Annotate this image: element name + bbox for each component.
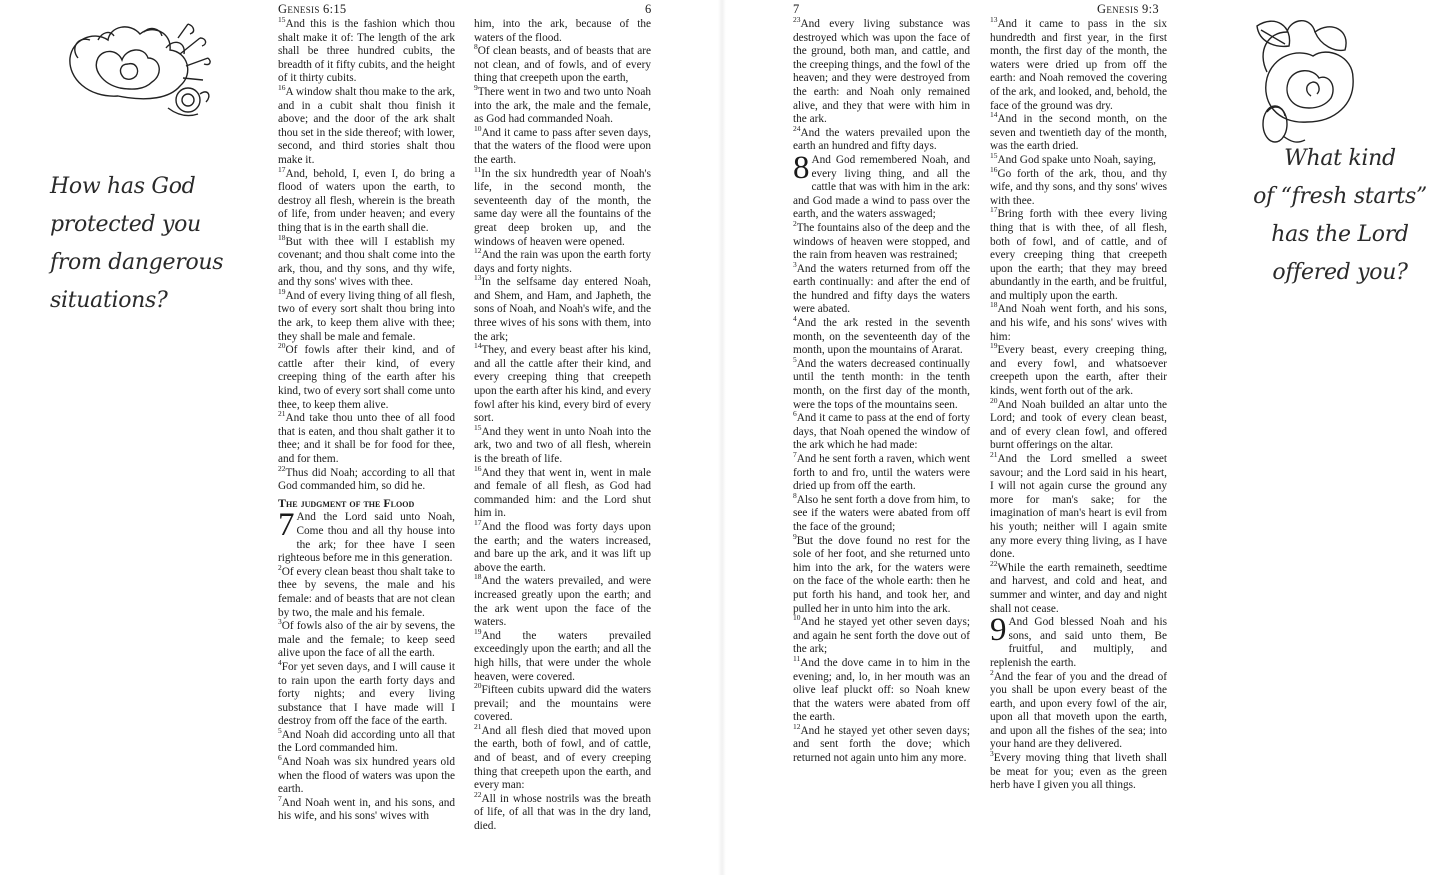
text-column-1 — [278, 15, 455, 824]
verse — [990, 164, 1167, 209]
verse — [278, 726, 455, 756]
verse — [990, 110, 1167, 154]
verse-number: 14 — [474, 341, 482, 351]
verse-text: And, behold, I, even I, do bring a flood of waters upon the earth, to destroy all flesh, wherein is the breath of life, from under heaven; and every thing that is in the earth shall die. — [278, 167, 455, 234]
verse — [474, 572, 651, 629]
verse-number: 6 — [793, 409, 797, 419]
verse-number: 3 — [278, 617, 282, 627]
verse — [474, 626, 651, 684]
verse — [474, 164, 651, 250]
verse — [278, 507, 455, 565]
peony-flower-illustration — [48, 18, 216, 123]
verse-text: Fifteen cubits upward did the waters prevail; and the mountains were covered. — [474, 684, 651, 724]
verse — [474, 790, 651, 834]
verse-number: 9 — [474, 83, 478, 93]
verse — [793, 123, 970, 154]
verse-text: And the waters prevailed upon the earth an hundred and fifty days. — [793, 126, 970, 153]
verse-text: And the fear of you and the dread of you shall be upon every beast of the earth, and upon every fowl of the air, upon all that moveth upon the earth, and upon all the fishes of the sea; into your hand are they delivered. — [990, 670, 1167, 751]
verse — [990, 558, 1167, 616]
verse-text: And they went in unto Noah into the ark, two and two of all flesh, wherein is the breath of life. — [474, 425, 651, 465]
question-line: protected you — [50, 212, 201, 237]
verse-text: And the waters prevailed, and were increased greatly upon the earth; and the ark went upon the face of the waters. — [474, 575, 651, 629]
verse-number: 2 — [793, 219, 797, 229]
verse — [474, 722, 651, 793]
verse-text: But the dove found no rest for the sole of her foot, and she returned unto him into the ark, for the waters were on the face of the whole earth: then he put forth his hand, and took her, and pulled her in unto him into the ark. — [793, 534, 970, 615]
question-line: has the Lord — [1271, 222, 1409, 247]
verse — [474, 246, 651, 276]
verse-text: In the selfsame day entered Noah, and Shem, and Ham, and Japheth, the sons of Noah, and Noah's wife, and the three wives of his sons with them, into the ark; — [474, 276, 651, 343]
verse-text: And the waters prevailed exceedingly upon the earth; and all the high hills, that were under the whole heaven, were covered. — [474, 629, 651, 683]
verse-text: And every living substance was destroyed which was upon the face of the ground, both man, and cattle, and the creeping things, and the fowl of the heaven; and they were destroyed from the earth: and Noah only remained alive, and they that were with him in the ark. — [793, 18, 970, 126]
verse — [474, 42, 651, 86]
verse-number: 15 — [474, 423, 482, 433]
verse-text: A window shalt thou make to the ark, and in a cubit shalt thou finish it above; and the door of the ark shalt thou set in the side thereof; with lower, second, and third stories shalt thou make it. — [278, 85, 455, 166]
verse-number: 4 — [278, 658, 282, 668]
verse-text: And in the second month, on the seven and twentieth day of the month, was the earth dried. — [990, 113, 1167, 153]
verse-number: 18 — [990, 300, 998, 310]
verse-number: 19 — [278, 287, 286, 297]
verse-text: There went in two and two unto Noah into the ark, the male and the female, as God had commanded Noah. — [474, 85, 651, 126]
verse-text: And all flesh died that moved upon the earth, both of fowl, and of cattle, and of beast, and of every creeping thing that creepeth upon the earth, and every man: — [474, 724, 651, 792]
verse — [474, 83, 651, 127]
verse-number: 10 — [793, 613, 801, 623]
verse — [278, 232, 455, 290]
question-line: from dangerous — [50, 250, 224, 275]
verse-text: And Noah was six hundred years old when the flood of waters was upon the earth. — [278, 756, 455, 796]
verse — [990, 300, 1167, 344]
verse-number: 21 — [278, 409, 286, 419]
verse-text: And the flood was forty days upon the earth; and the waters increased, and bare up the ark, and it was lift up above the earth. — [474, 520, 651, 574]
chapter-number: 8 — [793, 149, 810, 186]
verse-number: 7 — [278, 794, 282, 804]
verse-number: 19 — [474, 626, 482, 636]
verse-number: 15 — [990, 151, 998, 161]
verse-text: And it came to pass in the six hundredth and first year, in the first month, the first day of the month, the waters were dried up from off the earth: and Noah removed the covering of the ark, and looked, and, behold, the face of the ground was dry. — [990, 18, 1167, 112]
verse-text: And he sent forth a raven, which went forth to and fro, until the waters were dried up from off the earth. — [793, 453, 970, 493]
rose-flower-illustration — [1227, 12, 1377, 152]
verse — [793, 722, 970, 766]
verse-number: 12 — [474, 246, 482, 256]
verse-text: And they that went in, went in male and female of all flesh, as God had commanded him: and the Lord shut him in. — [474, 466, 651, 520]
verse-number: 14 — [990, 110, 998, 120]
section-heading: The judgment of the Flood — [278, 495, 415, 510]
verse-number: 5 — [278, 726, 282, 736]
verse — [793, 219, 970, 263]
verse-text: And God blessed Noah and his sons, and said unto them, Be fruitful, and multiply, and replenish the earth. — [990, 616, 1167, 669]
verse-text: Every beast, every creeping thing, and every fowl, and whatsoever creepeth upon the earth, after their kinds, went forth out of the ark. — [990, 344, 1167, 398]
verse — [278, 409, 455, 466]
verse-number: 16 — [990, 164, 998, 174]
verse-number: 24 — [793, 123, 801, 133]
running-head: Genesis 6:15 — [278, 2, 347, 16]
verse — [474, 273, 651, 344]
verse-number: 19 — [990, 341, 998, 351]
verse — [990, 667, 1167, 753]
verse-text: The fountains also of the deep and the windows of heaven were stopped, and the rain from heaven was restrained; — [793, 221, 970, 262]
verse-number: 2 — [990, 667, 994, 677]
verse-number: 7 — [793, 450, 797, 460]
verse-text: And the waters decreased continually until the tenth month: in the tenth month, on the first day of the month, were the tops of the mountains seen. — [793, 357, 970, 411]
verse — [990, 151, 1167, 168]
verse — [793, 314, 970, 358]
verse — [793, 409, 970, 453]
verse — [474, 123, 651, 168]
verse — [278, 83, 455, 168]
verse-number: 2 — [278, 562, 282, 572]
verse-text: Of clean beasts, and of beasts that are not clean, and of fowls, and of every thing that creepeth upon the earth, — [474, 45, 651, 85]
verse-number: 18 — [278, 232, 286, 242]
verse — [278, 287, 455, 344]
margin-question-right — [1240, 140, 1440, 292]
verse-text: And Noah went forth, and his sons, and his wife, and his sons' wives with him: — [990, 303, 1167, 343]
verse — [793, 355, 970, 412]
verse-number: 10 — [474, 123, 482, 133]
verse-text: Of every clean beast thou shalt take to thee by sevens, the male and his female: and of beasts that are not clean by two, the male and his female. — [278, 565, 455, 619]
chapter-number: 9 — [990, 612, 1007, 649]
verse-text: They, and every beast after his kind, and all the cattle after their kind, and every creeping thing that creepeth upon the earth after his kind, and every fowl after his kind, every bird of every sort. — [474, 344, 651, 425]
verse-number: 5 — [793, 355, 797, 365]
verse-number: 11 — [793, 654, 801, 664]
verse-number: 11 — [474, 164, 482, 174]
verse-number: 15 — [278, 15, 286, 25]
chapter-number: 7 — [278, 507, 295, 544]
page-number: 6 — [645, 2, 652, 16]
verse — [278, 341, 455, 412]
verse — [990, 15, 1167, 113]
verse — [474, 18, 651, 45]
question-line: of “fresh starts” — [1253, 184, 1427, 209]
verse-number: 8 — [474, 42, 478, 52]
verse-text: And the Lord smelled a sweet savour; and the Lord said in his heart, I will not again curse the ground any more for man's sake; for the imagination of man's heart is evil from his youth; neither will I again smite any more every thing living, as I have done. — [990, 453, 1167, 561]
verse-text: And it came to pass after seven days, that the waters of the flood were upon the earth. — [474, 126, 651, 166]
verse-text: And Noah went in, and his sons, and his wife, and his sons' wives with — [278, 796, 455, 823]
question-line: situations? — [50, 288, 168, 313]
verse-text: Also he sent forth a dove from him, to see if the waters were abated from off the face of the ground; — [793, 493, 970, 533]
verse-number: 22 — [990, 558, 998, 568]
verse-text: Of fowls after their kind, and of cattle after their kind, of every creeping thing of the earth after his kind, two of every sort shall come unto thee, to keep them alive. — [278, 344, 455, 411]
verse-text: And take thou unto thee of all food that is eaten, and thou shalt gather it to thee; and it shall be for food for thee, and for them. — [278, 412, 455, 465]
verse-number: 20 — [990, 395, 998, 405]
running-head: Genesis 9:3 — [1097, 2, 1159, 16]
verse-number: 6 — [278, 753, 282, 763]
verse-number: 20 — [278, 341, 286, 351]
verse-text: And of every living thing of all flesh, two of every sort shalt thou bring into the ark, to keep them alive with thee; they shall be male and female. — [278, 289, 455, 343]
margin-question-left — [50, 168, 250, 320]
verse-number: 21 — [474, 722, 482, 732]
verse-number: 16 — [474, 463, 482, 473]
verse-text: And this is the fashion which thou shalt make it of: The length of the ark shall be three hundred cubits, the breadth of it fifty cubits, and the height of it thirty cubits. — [278, 18, 455, 85]
verse — [278, 562, 455, 620]
verse-text: And the waters returned from off the earth continually: and after the end of the hundred and fifty days the waters were abated. — [793, 262, 970, 316]
verse-number: 9 — [793, 531, 797, 541]
text-column-2 — [474, 18, 651, 834]
verse — [278, 794, 455, 824]
verse-text: And the Lord said unto Noah, Come thou and all thy house into the ark; for thee have I seen righteous before me in this generation. — [278, 511, 455, 565]
verse-number: 3 — [793, 259, 797, 269]
verse — [990, 341, 1167, 398]
verse — [474, 681, 651, 725]
verse — [793, 450, 970, 494]
question-line: offered you? — [1272, 260, 1408, 285]
verse-text: For yet seven days, and I will cause it to rain upon the earth forty days and forty nights; and every living substance that I have made will I destroy from off the face of the earth. — [278, 660, 455, 728]
verse — [793, 613, 970, 657]
verse-number: 13 — [474, 273, 482, 283]
verse-text: And God spake unto Noah, saying, — [997, 153, 1156, 166]
verse — [278, 15, 455, 86]
right-page — [722, 0, 1445, 875]
verse-text: And Noah builded an altar unto the Lord; and took of every clean beast, and of every clean fowl, and offered burnt offerings on the altar. — [990, 398, 1167, 452]
left-page — [0, 0, 722, 875]
verse — [990, 612, 1167, 670]
verse-text: And he stayed yet other seven days; and sent forth the dove; which returned not again unto him any more. — [793, 724, 970, 765]
verse-text: And the ark rested in the seventh month, on the seventeenth day of the month, upon the mountains of Ararat. — [793, 317, 970, 357]
verse-number: 22 — [278, 463, 286, 473]
verse-number: 21 — [990, 450, 998, 460]
verse-number: 4 — [793, 314, 797, 324]
question-line: What kind — [1284, 146, 1396, 171]
verse-text: Thus did Noah; according to all that God commanded him, so did he. — [278, 466, 455, 493]
verse-text: Go forth of the ark, thou, and thy wife, and thy sons, and thy sons' wives with thee. — [990, 167, 1167, 207]
verse-text: Every moving thing that liveth shall be meat for you; even as the green herb have I given you all things. — [990, 752, 1167, 792]
verse — [474, 341, 651, 426]
page-number: 7 — [793, 2, 800, 16]
verse-text: And the dove came in to him in the evening; and, lo, in her mouth was an olive leaf pluckt off: so Noah knew that the waters were abated from off the earth. — [793, 656, 970, 724]
verse-number: 8 — [793, 491, 797, 501]
verse — [278, 658, 455, 729]
verse-number: 17 — [474, 518, 482, 528]
verse-text: While the earth remaineth, seedtime and harvest, and cold and heat, and summer and winter, and day and night shall not cease. — [990, 561, 1167, 615]
verse — [278, 617, 455, 661]
verse — [793, 149, 970, 222]
verse-text: And he stayed yet other seven days; and again he sent forth the dove out of the ark; — [793, 616, 970, 656]
verse-number: 17 — [990, 205, 998, 215]
verse-number: 17 — [278, 164, 286, 174]
verse-text: Bring forth with thee every living thing that is with thee, of all flesh, both of fowl, and of cattle, and of every creeping thing that creepeth upon the earth; that they may breed abundantly in the earth, and be fruitful, and multiply upon the earth. — [990, 208, 1167, 302]
verse — [278, 463, 455, 494]
verse — [474, 518, 651, 575]
verse-text: And Noah did according unto all that the Lord commanded him. — [278, 728, 455, 755]
verse — [793, 531, 970, 617]
text-column-1 — [793, 15, 970, 766]
verse — [990, 749, 1167, 793]
verse — [990, 395, 1167, 453]
verse-number: 23 — [793, 15, 801, 25]
verse — [793, 654, 970, 725]
verse-text: And God remembered Noah, and every living thing, and all the cattle that was with him in the ark: and God made a wind to pass over the earth, and the waters asswaged; — [793, 153, 970, 221]
verse-number: 22 — [474, 790, 482, 800]
verse — [474, 463, 651, 521]
verse-text: In the six hundredth year of Noah's life, in the second month, the seventeenth day of the month, the same day were all the fountains of the great deep broken up, and the windows of heaven were opened. — [474, 167, 651, 248]
text-column-2 — [990, 15, 1167, 793]
verse-text: All in whose nostrils was the breath of life, of all that was in the dry land, died. — [474, 792, 651, 833]
verse-text: And the rain was upon the earth forty days and forty nights. — [474, 249, 651, 275]
question-line: How has God — [50, 174, 196, 199]
verse-text: And it came to pass at the end of forty days, that Noah opened the window of the ark which he had made: — [793, 412, 970, 452]
verse-text: him, into the ark, because of the waters of the flood. — [474, 18, 651, 44]
verse — [793, 259, 970, 317]
verse — [990, 205, 1167, 303]
verse-text: Of fowls also of the air by sevens, the male and the female; to keep seed alive upon the face of all the earth. — [278, 620, 455, 660]
verse-number: 18 — [474, 572, 482, 582]
verse-number: 20 — [474, 681, 482, 691]
verse — [474, 423, 651, 467]
verse-number: 16 — [278, 83, 286, 93]
verse-number: 13 — [990, 15, 998, 25]
verse — [278, 753, 455, 797]
verse-number: 3 — [990, 749, 994, 759]
verse — [278, 164, 455, 236]
verse — [793, 491, 970, 535]
verse — [990, 450, 1167, 562]
verse-text: But with thee will I establish my covenant; and thou shalt come into the ark, thou, and thy sons, and thy wife, and thy sons' wives with thee. — [278, 235, 455, 289]
verse — [793, 15, 970, 127]
verse-number: 12 — [793, 722, 801, 732]
